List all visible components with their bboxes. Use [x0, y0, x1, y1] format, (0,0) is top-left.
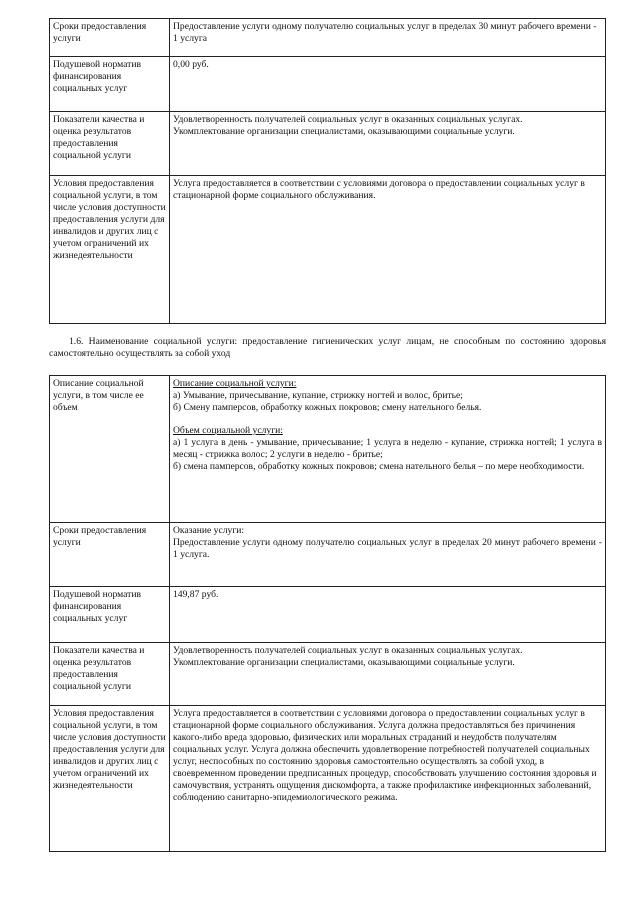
- volume-item-b: б) смена памперсов, обработку кожных покровов; смена нательного белья – по мере необходимости.: [173, 461, 585, 472]
- table-row-conditions: [50, 706, 606, 852]
- volume-item-a: а) 1 услуга в день - умывание, причесывание; 1 услуга в неделю - купание, стрижка ногтей; 1 услуга в месяц - стрижка волос; 2 услуги в неделю - бритье;: [173, 437, 602, 460]
- table-row-terms: [50, 19, 606, 57]
- table-row-norm: [50, 57, 606, 112]
- table-row-quality: [50, 112, 606, 176]
- row-value: Удовлетворенность получателей социальных услуг в оказанных социальных услугах. Укомплектование организации специалистами, оказывающими социальные услуги.: [170, 643, 606, 706]
- row-label: Подушевой норматив финансирования социальных услуг: [50, 57, 170, 112]
- row-label: Показатели качества и оценка результатов предоставления социальной услуги: [50, 643, 170, 706]
- row-label: Сроки предоставления услуги: [50, 523, 170, 587]
- row-label: Сроки предоставления услуги: [50, 19, 170, 57]
- section-heading-1-6: 1.6. Наименование социальной услуги: предоставление гигиенических услуг лицам, не способным по состоянию здоровья самостоятельно осуществлять за собой уход: [49, 336, 606, 359]
- row-value: 0,00 руб.: [170, 57, 606, 112]
- description-item-b: б) Смену памперсов, обработку кожных покровов; смену нательного белья.: [173, 402, 482, 413]
- table-row-conditions: [50, 176, 606, 324]
- table-row-norm: [50, 587, 606, 643]
- row-label: Условия предоставления социальной услуги, в том числе условия доступности предоставления услуги для инвалидов и других лиц с учетом ограничений их жизнедеятельности: [50, 176, 170, 324]
- table-service-1-5-continued: [49, 18, 606, 324]
- volume-title: Объем социальной услуги:: [173, 425, 283, 436]
- row-label: Подушевой норматив финансирования социальных услуг: [50, 587, 170, 643]
- row-value: Предоставление услуги одному получателю социальных услуг в пределах 30 минут рабочего времени - 1 услуга: [170, 19, 606, 57]
- row-label: Условия предоставления социальной услуги, в том числе условия доступности предоставления услуги для инвалидов и других лиц с учетом ограничений их жизнедеятельности: [50, 706, 170, 852]
- row-value: Удовлетворенность получателей социальных услуг в оказанных социальных услугах. Укомплектование организации специалистами, оказывающими социальные услуги.: [170, 112, 606, 176]
- table-row-terms: [50, 523, 606, 587]
- row-value: Услуга предоставляется в соответствии с условиями договора о предоставлении социальных услуг в стационарной форме социального обслуживания. Услуга должна предоставляться без причинения какого-либо вреда здоровью, физических или моральных страданий и неудобств получателям социальных услуг. Услуга должна обеспечить удовлетворение потребностей получателей социальных услуг, неспособных по состоянию здоровья самостоятельно осуществлять за собой уход, в своевременном проведении предписанных процедур, способствовать улучшению состояния здоровья и самочувствия, устранять ощущения дискомфорта, а также профилактике инфекционных заболеваний, соблюдению санитарно-эпидемиологического режима.: [170, 706, 606, 852]
- row-value: 149,87 руб.: [170, 587, 606, 643]
- row-label: Показатели качества и оценка результатов предоставления социальной услуги: [50, 112, 170, 176]
- row-label: Описание социальной услуги, в том числе ее объем: [50, 376, 170, 523]
- description-title: Описание социальной услуги:: [173, 378, 297, 389]
- row-value: [170, 376, 606, 523]
- table-row-quality: [50, 643, 606, 706]
- row-value: Услуга предоставляется в соответствии с условиями договора о предоставлении социальных услуг в стационарной форме социального обслуживания.: [170, 176, 606, 324]
- description-item-a: а) Умывание, причесывание, купание, стрижку ногтей и волос, бритье;: [173, 390, 463, 401]
- table-service-1-6: [49, 375, 606, 852]
- table-row-description: [50, 376, 606, 523]
- row-value: Оказание услуги: Предоставление услуги одному получателю социальных услуг в пределах 20 минут рабочего времени - 1 услуга.: [170, 523, 606, 587]
